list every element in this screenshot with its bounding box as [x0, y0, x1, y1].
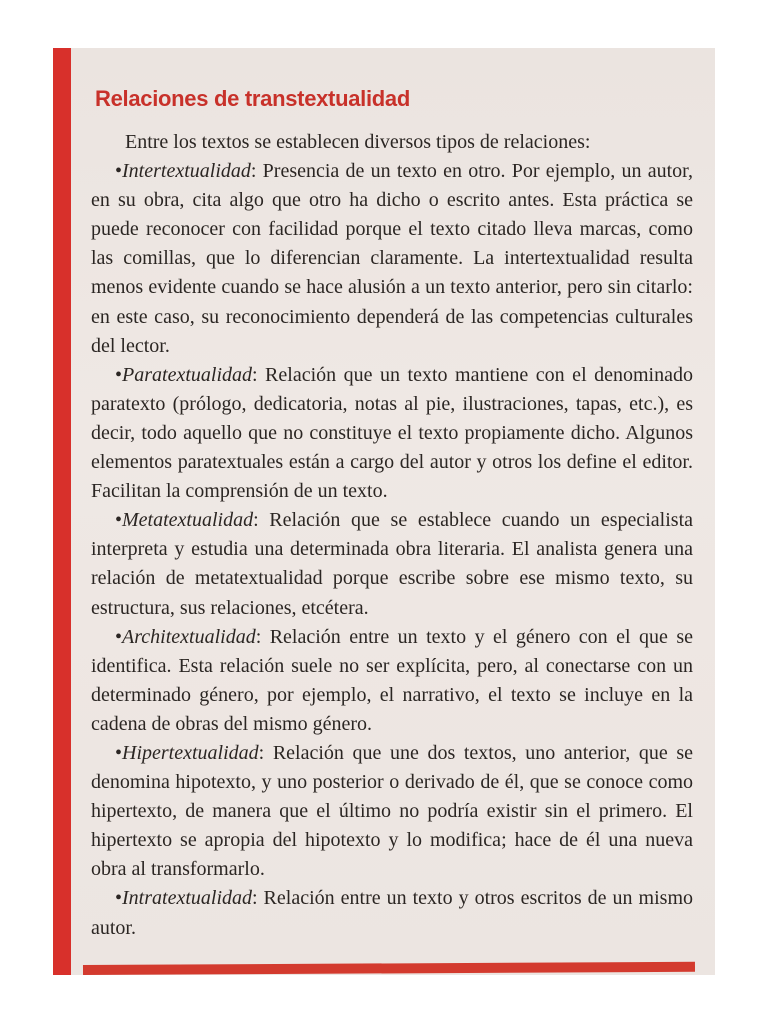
definition-text: : Relación entre un texto y el género con el que se identifica. Esta relación suele no ser explícita, pero, al conectarse con un determinado género, por ejemplo, el narrativo, el texto se incluye en la cadena de obras del mismo género.	[91, 625, 693, 735]
left-red-margin-bar	[53, 48, 71, 975]
term-metatextualidad: Metatextualidad	[122, 509, 254, 532]
definition-text: : Relación entre un texto y otros escritos de un mismo autor.	[91, 887, 693, 939]
bullet: •	[115, 887, 123, 910]
item-metatextualidad	[91, 506, 693, 622]
definition-text: : Presencia de un texto en otro. Por ejemplo, un autor, en su obra, cita algo que otro ha dicho o escrito antes. Esta práctica se puede reconocer con facilidad porque el texto citado lleva marcas, como las comillas, que lo diferencian claramente. La intertextualidad resulta menos evidente cuando se hace alusión a un texto anterior, pero sin citarlo: en este caso, su reconocimiento dependerá de las competencias culturales del lector.	[91, 160, 693, 357]
term-intratextualidad: Intratextualidad	[122, 887, 252, 910]
definition-text: : Relación que un texto mantiene con el denominado paratexto (prólogo, dedicatoria, notas al pie, ilustraciones, tapas, etc.), es decir, todo aquello que no constituye el texto propiamente dicho. Algunos elementos paratextuales están a cargo del autor y otros los define el editor. Facilitan la comprensión de un texto.	[91, 363, 693, 503]
definition-text: : Relación que une dos textos, uno anterior, que se denomina hipotexto, y uno posterior o derivado de él, que se conoce como hipertexto, de manera que el último no podría existir sin el primero. El hipertexto se apropia del hipotexto y lo modifica; hace de él una nueva obra al transformarlo.	[91, 741, 693, 881]
book-page-photo	[53, 48, 715, 975]
section-title: Relaciones de transtextualidad	[95, 86, 410, 111]
definition-text: : Relación que se establece cuando un especialista interpreta y estudia una determinada obra literaria. El analista genera una relación de metatextualidad porque escribe sobre ese mismo texto, su estructura, sus relaciones, etcétera.	[91, 509, 693, 619]
item-intertextualidad	[91, 157, 693, 361]
term-paratextualidad: Paratextualidad	[122, 363, 252, 386]
item-architextualidad	[91, 623, 693, 739]
term-hipertextualidad: Hipertextualidad	[122, 741, 259, 764]
bottom-red-rule	[83, 962, 695, 975]
bullet: •	[115, 741, 123, 764]
bullet: •	[115, 363, 123, 386]
intro-paragraph: Entre los textos se establecen diversos tipos de relaciones:	[125, 131, 591, 153]
bullet: •	[115, 509, 123, 532]
item-intratextualidad	[91, 884, 693, 942]
item-paratextualidad	[91, 361, 693, 506]
bullet: •	[115, 160, 123, 183]
bullet: •	[115, 625, 123, 648]
term-architextualidad: Architextualidad	[122, 625, 256, 648]
term-intertextualidad: Intertextualidad	[122, 160, 251, 183]
item-hipertextualidad	[91, 739, 693, 884]
body-text	[91, 128, 693, 943]
